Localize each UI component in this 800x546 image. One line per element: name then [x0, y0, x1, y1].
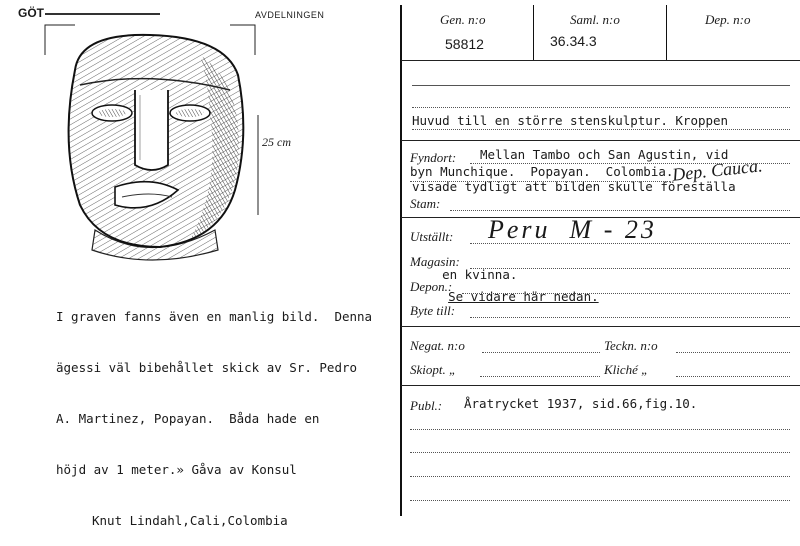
- gen-value: 58812: [445, 36, 484, 52]
- byte-bottom-rule: [401, 326, 800, 327]
- department-label: AVDELNINGEN: [255, 10, 325, 20]
- negat-label: Negat. n:o: [410, 338, 465, 353]
- description-line-2: visade tydligt att bilden skulle föreställa: [412, 179, 736, 194]
- note-line-3: A. Martinez, Popayan. Båda hade en: [56, 411, 320, 426]
- kliche-rule: [676, 376, 790, 377]
- byte-rule: [470, 317, 790, 318]
- publ-rule-2: [410, 452, 790, 453]
- byte-label: Byte till:: [410, 303, 456, 318]
- description-rule-2: [412, 107, 790, 108]
- publ-label: Publ.:: [410, 398, 443, 413]
- description-see-below: Se vidare här nedan.: [448, 289, 599, 304]
- stone-head-sketch: [40, 15, 260, 265]
- fyndort-rule-1: [470, 163, 790, 164]
- utstallt-value: Peru M - 23: [488, 215, 657, 244]
- stam-rule: [450, 210, 790, 211]
- description-rule-1: [412, 85, 790, 86]
- header-bottom-rule: [401, 60, 800, 61]
- fyndort-label: Fyndort:: [410, 150, 457, 165]
- gen-divider: [533, 5, 534, 60]
- institution-name: GÖT: [18, 6, 44, 20]
- utstallt-label: Utställt:: [410, 229, 454, 244]
- note-line-1: I graven fanns även en manlig bild. Denna: [56, 309, 373, 324]
- note-line-4: höjd av 1 meter.» Gåva av Konsul: [56, 462, 297, 477]
- teckn-rule: [676, 352, 790, 353]
- description-bottom-rule: [401, 140, 800, 141]
- description: [412, 66, 736, 352]
- publ-rule-4: [410, 500, 790, 501]
- note-line-5: Knut Lindahl,Cali,Colombia: [92, 513, 288, 528]
- description-line-3a: en kvinna.: [442, 267, 518, 282]
- dep-label: Dep. n:o: [705, 12, 751, 27]
- publ-value: Åratrycket 1937, sid.66,fig.10.: [464, 396, 698, 411]
- description-line-1: Huvud till en större stenskulptur. Kroppen: [412, 113, 729, 128]
- fyndort-rule-2: [410, 181, 670, 182]
- card-left-border: [400, 5, 402, 516]
- negat-rule: [482, 352, 600, 353]
- fyndort-line-1: Mellan Tambo och San Agustin, vid: [480, 147, 729, 162]
- saml-label: Saml. n:o: [570, 12, 620, 27]
- description-rule-3: [412, 129, 790, 130]
- depon-rule: [462, 293, 790, 294]
- teckn-label: Teckn. n:o: [604, 338, 658, 353]
- note-line-2: ägessi väl bibehållet skick av Sr. Pedro: [56, 360, 358, 375]
- gen-label: Gen. n:o: [440, 12, 486, 27]
- fyndort-line-2: byn Munchique. Popayan. Colombia.: [410, 164, 674, 179]
- magasin-rule: [470, 268, 790, 269]
- left-notes: [48, 274, 372, 546]
- publ-rule-1: [410, 429, 790, 430]
- magasin-label: Magasin:: [410, 254, 460, 269]
- skiopt-rule: [480, 376, 600, 377]
- stam-label: Stam:: [410, 196, 441, 211]
- kliche-bottom-rule: [401, 385, 800, 386]
- kliche-label: Kliché „: [604, 362, 649, 377]
- fyndort-handwritten: Dep. Cauca.: [671, 155, 764, 185]
- depon-label: Depon.:: [410, 279, 453, 294]
- scale-label: 25 cm: [262, 135, 291, 149]
- skiopt-label: Skiopt. „: [410, 362, 457, 377]
- utstallt-rule: [470, 243, 790, 244]
- saml-value: 36.34.3: [550, 33, 597, 49]
- saml-divider: [666, 5, 667, 60]
- publ-rule-3: [410, 476, 790, 477]
